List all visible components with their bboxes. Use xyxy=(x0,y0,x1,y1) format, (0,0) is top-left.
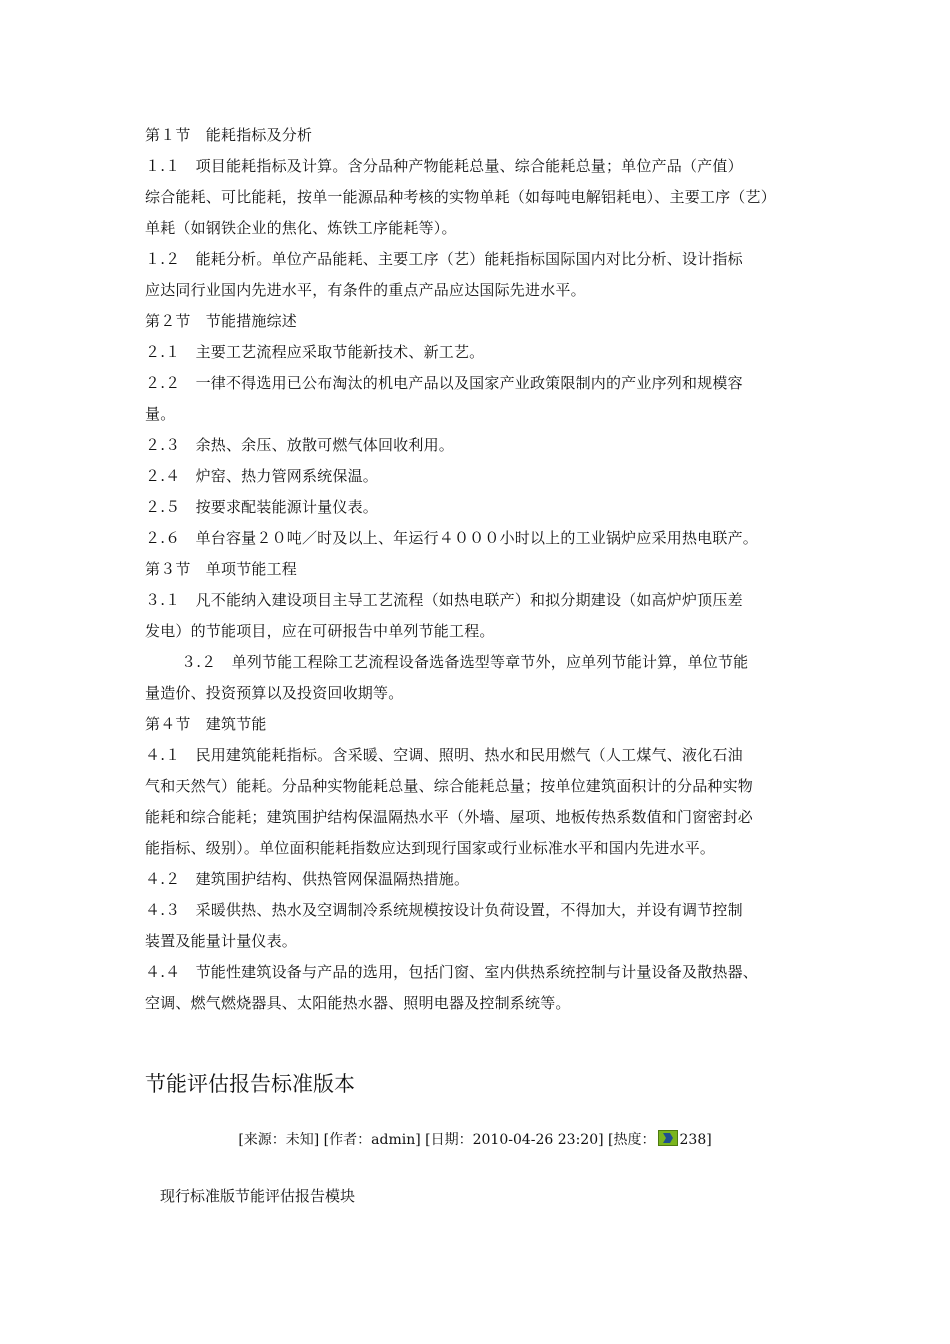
text-line: 装置及能量计量仪表。 xyxy=(145,932,298,950)
text-line: １.２ 能耗分析。单位产品能耗、主要工序（艺）能耗指标国际国内对比分析、设计指标 xyxy=(145,250,743,268)
text-line: 发电）的节能项目，应在可研报告中单列节能工程。 xyxy=(145,622,495,640)
hot-icon xyxy=(658,1130,678,1146)
text-line: 单耗（如钢铁企业的焦化、炼铁工序能耗等）。 xyxy=(145,219,457,237)
text-line: 空调、燃气燃烧器具、太阳能热水器、照明电器及控制系统等。 xyxy=(145,994,571,1012)
text-line: ４.１ 民用建筑能耗指标。含采暖、空调、照明、热水和民用燃气（人工煤气、液化石油 xyxy=(145,746,743,764)
text-line: 能耗和综合能耗；建筑围护结构保温隔热水平（外墙、屋项、地板传热系数值和门窗密封必 xyxy=(145,808,754,826)
text-line: ４.３ 采暖供热、热水及空调制冷系统规模按设计负荷设置，不得加大，并设有调节控制 xyxy=(145,901,743,919)
text-line: 能指标、级别）。单位面积能耗指数应达到现行国家或行业标准水平和国内先进水平。 xyxy=(145,839,716,857)
text-line: ２.４ 炉窑、热力管网系统保温。 xyxy=(145,467,378,485)
article-title: 节能评估报告标准版本 xyxy=(145,1072,355,1096)
text-line: １.１ 项目能耗指标及计算。含分品种产物能耗总量、综合能耗总量；单位产品（产值） xyxy=(145,157,743,175)
text-line: 应达同行业国内先进水平，有条件的重点产品应达国际先进水平。 xyxy=(145,281,586,299)
module-text: 现行标准版节能评估报告模块 xyxy=(160,1187,356,1205)
text-line: ４.４ 节能性建筑设备与产品的选用，包括门窗、室内供热系统控制与计量设备及散热器、 xyxy=(145,963,758,981)
text-line: 第１节 能耗指标及分析 xyxy=(145,126,313,144)
text-line: ４.２ 建筑围护结构、供热管网保温隔热措施。 xyxy=(145,870,470,888)
text-line: ２.５ 按要求配装能源计量仪表。 xyxy=(145,498,378,516)
article-meta xyxy=(0,1128,950,1152)
text-line: 气和天然气）能耗。分品种实物能耗总量、综合能耗总量；按单位建筑面积计的分品种实物 xyxy=(145,777,754,795)
text-line: ２.２ 一律不得选用已公布淘汰的机电产品以及国家产业政策限制内的产业序列和规模容 xyxy=(145,374,743,392)
text-line: ３.２ 单列节能工程除工艺流程设备选备选型等章节外，应单列节能计算，单位节能 xyxy=(181,653,749,671)
text-line: ２.１ 主要工艺流程应采取节能新技术、新工艺。 xyxy=(145,343,485,361)
text-line: 量。 xyxy=(145,405,176,423)
text-line: 量造价、投资预算以及投资回收期等。 xyxy=(145,684,404,702)
text-line: 第２节 节能措施综述 xyxy=(145,312,298,330)
text-line: ２.３ 余热、余压、放散可燃气体回收利用。 xyxy=(145,436,454,454)
text-line: 综合能耗、可比能耗，按单一能源品种考核的实物单耗（如每吨电解铝耗电）、主要工序（艺） xyxy=(145,188,776,206)
text-line: 第３节 单项节能工程 xyxy=(145,560,298,578)
article-meta-text: [来源：未知] [作者：admin] [日期：2010-04-26 23:20] [热度： xyxy=(238,1132,656,1148)
hot-count: 238] xyxy=(679,1132,712,1148)
text-line: ２.６ 单台容量２０吨／时及以上、年运行４０００小时以上的工业锅炉应采用热电联产。 xyxy=(145,529,758,547)
text-line: ３.１ 凡不能纳入建设项目主导工艺流程（如热电联产）和拟分期建设（如高炉炉顶压差 xyxy=(145,591,743,609)
text-line: 第４节 建筑节能 xyxy=(145,715,267,733)
document-body xyxy=(145,120,813,1019)
